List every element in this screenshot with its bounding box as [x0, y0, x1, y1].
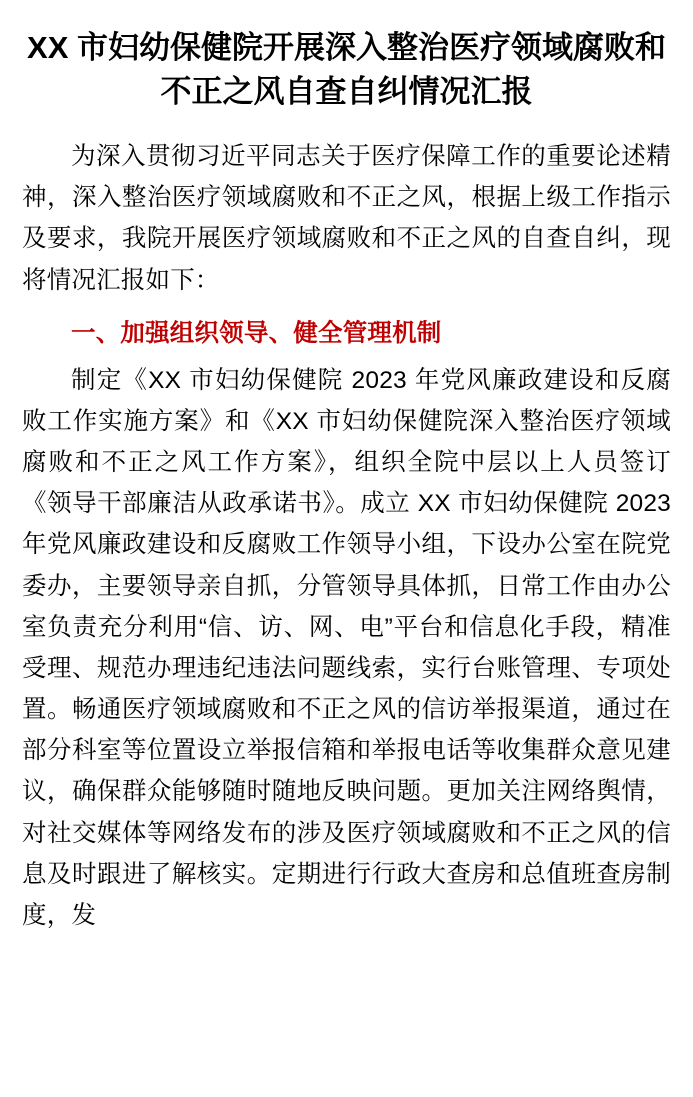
paragraph-section-1-body: 制定《XX 市妇幼保健院 2023 年党风廉政建设和反腐败工作实施方案》和《XX 市妇幼保健院深入整治医疗领域腐败和不正之风工作方案》，组织全院中层以上人员签订《领导干部廉洁从政承诺书》。成立 XX 市妇幼保健院 2023 年党风廉政建设和反腐败工作领导小组，下设办公室在院党委办，主要领导亲自抓，分管领导具体抓，日常工作由办公室负责充分利用“信、访、网、电”平台和信息化手段，精准受理、规范办理违纪违法问题线索，实行台账管理、专项处置。畅通医疗领域腐败和不正之风的信访举报渠道，通过在部分科室等位置设立举报信箱和举报电话等收集群众意见建议，确保群众能够随时随地反映问题。更加关注网络舆情，对社交媒体等网络发布的涉及医疗领域腐败和不正之风的信息及时跟进了解核实。定期进行行政大查房和总值班查房制度，发 — [22, 366, 671, 929]
paragraph-intro: 为深入贯彻习近平同志关于医疗保障工作的重要论述精神，深入整治医疗领域腐败和不正之风，根据上级工作指示及要求，我院开展医疗领域腐败和不正之风的自查自纠，现将情况汇报如下： — [22, 143, 671, 294]
document-title: XX 市妇幼保健院开展深入整治医疗领域腐败和不正之风自查自纠情况汇报 — [27, 30, 666, 110]
document-body — [22, 136, 671, 936]
section-heading-1: 一、加强组织领导、健全管理机制 — [71, 319, 442, 347]
